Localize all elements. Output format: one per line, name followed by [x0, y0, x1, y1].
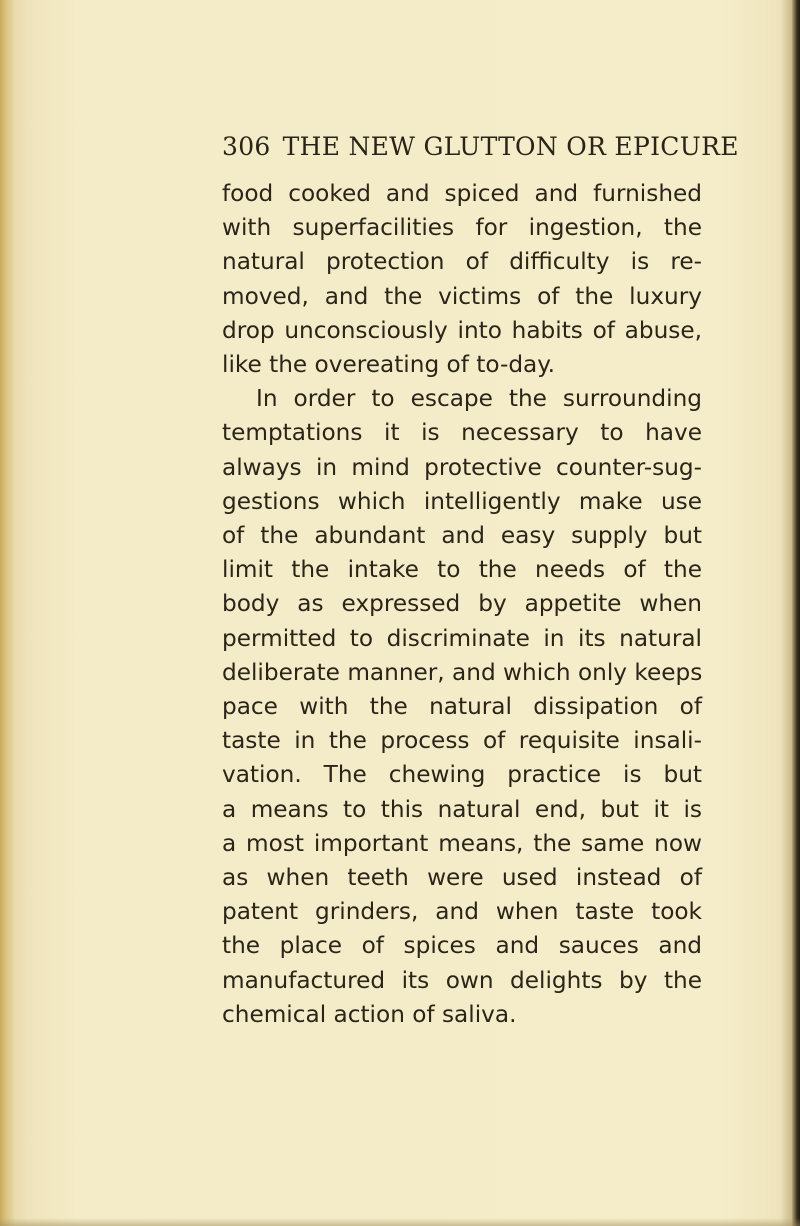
text-line: moved, and the victims of the luxury — [222, 282, 702, 310]
text-line: like the overeating of to-day. — [222, 351, 556, 379]
text-line: chemical action of saliva. — [222, 1000, 517, 1028]
text-line: taste in the process of requisite insali- — [222, 727, 702, 755]
text-line: permitted to discriminate in its natural — [222, 624, 702, 652]
text-line: a means to this natural end, but it is — [222, 795, 702, 823]
page-bottom-shadow — [0, 1218, 800, 1226]
body-text — [222, 177, 702, 1032]
text-line: natural protection of difficulty is re- — [222, 248, 702, 276]
text-line: a most important means, the same now — [222, 829, 702, 857]
text-line: body as expressed by appetite when — [222, 590, 702, 618]
text-line: vation. The chewing practice is but — [222, 761, 702, 789]
text-line: drop unconsciously into habits of abuse, — [222, 316, 702, 344]
text-line: limit the intake to the needs of the — [222, 556, 702, 584]
running-title: THE NEW GLUTTON OR EPICURE — [282, 132, 739, 161]
text-line: temptations it is necessary to have — [222, 419, 702, 447]
text-line: In order to escape the surrounding — [256, 385, 702, 413]
text-line: food cooked and spiced and furnished — [222, 180, 702, 207]
page-gutter-edge — [0, 0, 14, 1226]
text-line: manufactured its own delights by the — [222, 966, 702, 994]
text-line: deliberate manner, and which only keeps — [222, 658, 703, 686]
text-line: with superfacilities for ingestion, the — [222, 214, 702, 242]
running-header — [222, 132, 739, 161]
text-line: gestions which intelligently make use — [222, 487, 702, 515]
text-line: the place of spices and sauces and — [222, 932, 702, 960]
text-line: of the abundant and easy supply but — [222, 522, 702, 550]
text-line: patent grinders, and when taste took — [222, 898, 702, 926]
text-line: pace with the natural dissipation of — [222, 693, 702, 721]
text-line: as when teeth were used instead of — [222, 864, 702, 892]
text-line: always in mind protective counter-sug- — [222, 453, 702, 481]
page-number: 306 — [222, 132, 271, 161]
page-right-edge — [792, 0, 800, 1226]
